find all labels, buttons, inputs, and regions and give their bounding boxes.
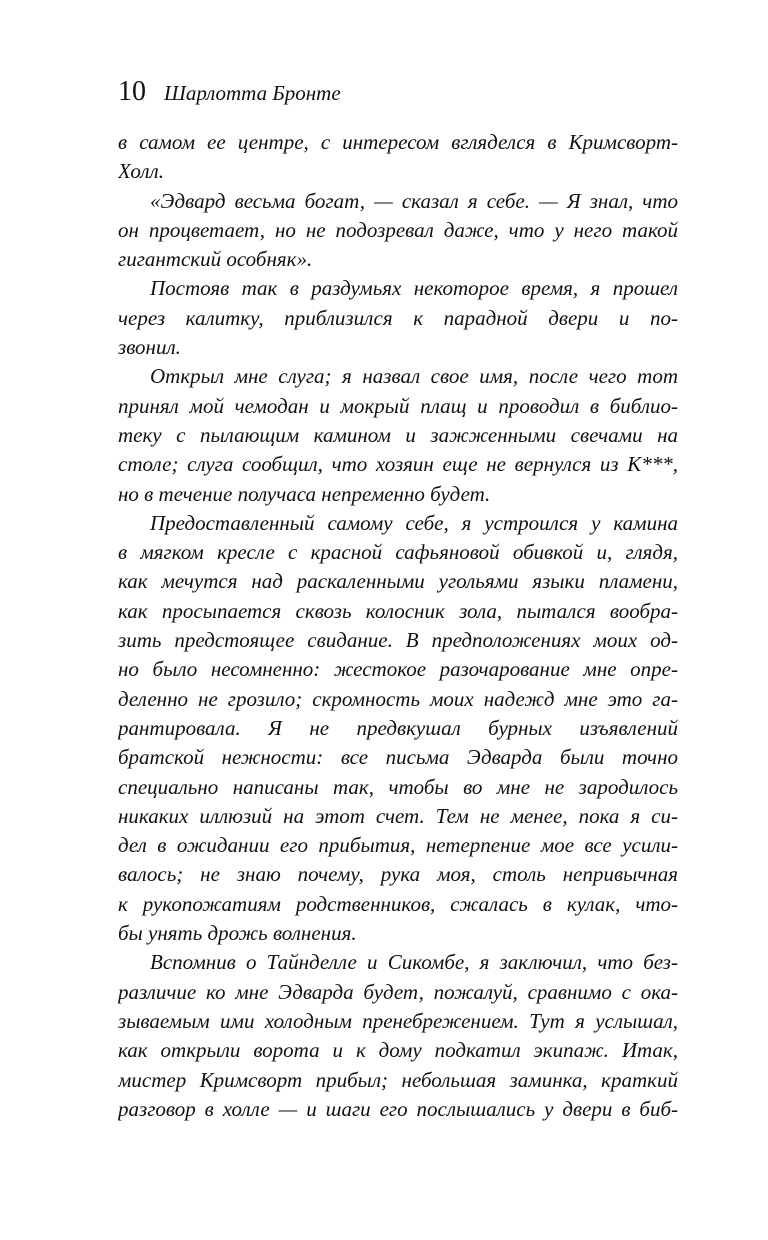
text-line: никаких иллюзий на этот счет. Тем не менее, пока я си- (118, 803, 678, 828)
text-line: Открыл мне слуга; я назвал свое имя, после чего тот (150, 364, 678, 389)
text-line: различие ко мне Эдварда будет, пожалуй, сравнимо с ока- (118, 979, 678, 1004)
text-line: «Эдвард весьма богат, — сказал я себе. — Я знал, что (150, 188, 678, 213)
text-line: звонил. (118, 335, 181, 360)
text-line: Постояв так в раздумьях некоторое время, я прошел (150, 276, 678, 301)
text-line: валось; не знаю почему, рука моя, столь непривычная (118, 862, 678, 887)
text-line: деленно не грозило; скромность моих надежд мне это га- (118, 686, 678, 711)
text-line: мистер Кримсворт прибыл; небольшая заминка, краткий (118, 1067, 678, 1092)
text-line: дел в ожидании его прибытия, нетерпение мое все усили- (118, 833, 678, 858)
text-line: к рукопожатиям родственников, сжалась в кулак, что- (118, 891, 678, 916)
text-line: но в течение получаса непременно будет. (118, 481, 491, 506)
text-line: в самом ее центре, с интересом вгляделся в Кримсворт- (118, 130, 678, 154)
text-line: рантировала. Я не предвкушал бурных изъявлений (118, 715, 678, 740)
text-line: гигантский особняк». (118, 247, 313, 272)
text-line: столе; слуга сообщил, что хозяин еще не вернулся из К***, (118, 452, 678, 477)
text-line: Холл. (118, 159, 164, 184)
text-line: специально написаны так, чтобы во мне не зародилось (118, 774, 678, 799)
text-line: как просыпается сквозь колосник зола, пытался вообра- (118, 598, 678, 623)
text-line: зить предстоящее свидание. В предположениях моих од- (118, 628, 678, 653)
text-line: Вспомнив о Тайнделле и Сикомбе, я заключил, что без- (150, 950, 678, 975)
text-line: теку с пылающим камином и зажженными свечами на (118, 422, 678, 447)
text-line: принял мой чемодан и мокрый плащ и проводил в библио- (118, 393, 678, 418)
running-head: Шарлотта Бронте (164, 81, 341, 105)
text-line: в мягком кресле с красной сафьяновой обивкой и, глядя, (118, 540, 678, 565)
page-number: 10 (118, 76, 146, 107)
text-line: бы унять дрожь волнения. (118, 921, 357, 946)
text-line: но было несомненно: жестокое разочарование мне опре- (118, 657, 678, 682)
text-line: Предоставленный самому себе, я устроился у камина (150, 510, 678, 535)
body-text (118, 128, 678, 1124)
text-line: как мечутся над раскаленными угольями языки пламени, (118, 569, 678, 594)
text-line: братской нежности: все письма Эдварда были точно (118, 745, 678, 770)
text-line: как открыли ворота и к дому подкатил экипаж. Итак, (118, 1038, 678, 1063)
text-line: разговор в холле — и шаги его послышались у двери в биб- (118, 1096, 678, 1121)
page-header (118, 76, 341, 108)
text-line: зываемым ими холодным пренебрежением. Тут я услышал, (118, 1008, 678, 1033)
text-line: он процветает, но не подозревал даже, что у него такой (118, 217, 678, 242)
text-line: через калитку, приблизился к парадной двери и по- (118, 305, 678, 330)
